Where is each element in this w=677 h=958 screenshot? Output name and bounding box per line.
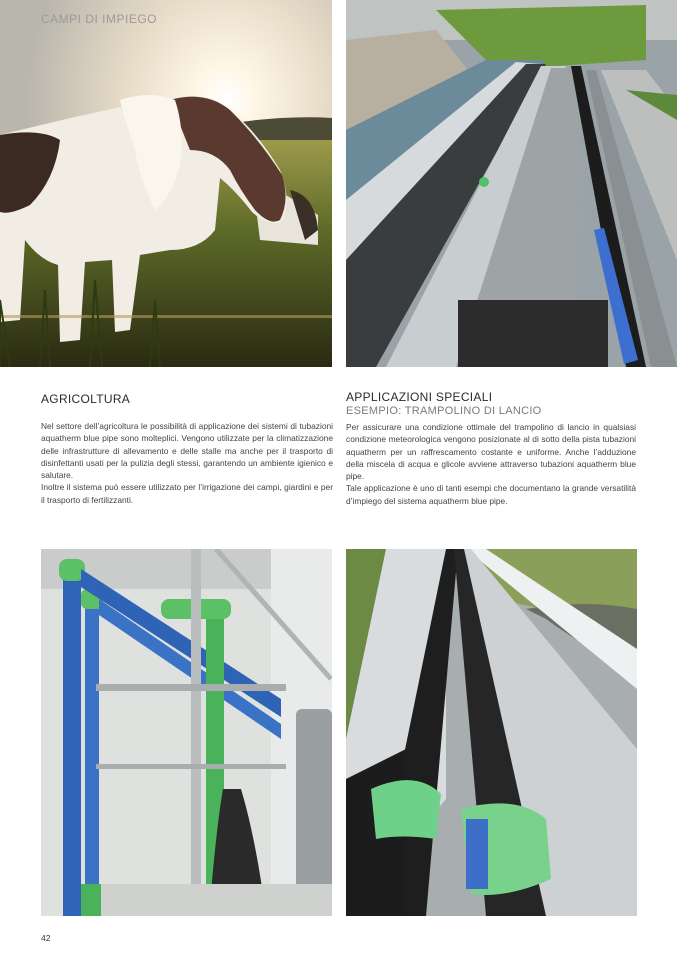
section-label: CAMPI DI IMPIEGO [41,12,158,26]
agricoltura-body [41,420,333,506]
page-number: 42 [41,933,51,943]
stable-pipes-photo [41,549,332,916]
applicazioni-paragraph: Per assicurare una condizione ottimale del trampolino di lancio in qualsiasi condizione meteorologica vengono posizionate al di sotto della pista tubazioni aquatherm per un raffrescamento costante e uniforme. Anche l’adduzione della miscela di acqua e glicole avviene attraverso tubazioni aquatherm blue pipe. [346,422,636,482]
agricoltura-paragraph: Nel settore dell’agricoltura le possibilità di applicazione dei sistemi di tubazioni aquatherm blue pipe sono molteplici. Vengono utilizzate per la climatizzazione delle infrastrutture di allevamento e delle stalle ma anche per il trasporto di disinfettanti usati per la pulizia degli stessi, garantendo un ambiente igienico e salutare. [41,421,333,481]
applicazioni-title: APPLICAZIONI SPECIALI [346,390,493,404]
ski-jump-bottom-photo [346,549,637,916]
applicazioni-paragraph: Tale applicazione è uno di tanti esempi che documentano la grande versatilità d’impiego del sistema aquatherm blue pipe. [346,483,636,506]
applicazioni-body [346,421,636,507]
ski-jump-top-photo [346,0,677,367]
agricoltura-paragraph: Inoltre il sistema può essere utilizzato per l’irrigazione dei campi, giardini e per il trasporto di fertilizzanti. [41,482,333,505]
horses-photo [0,0,332,367]
applicazioni-subtitle: ESEMPIO: TRAMPOLINO DI LANCIO [346,405,542,417]
agricoltura-title: AGRICOLTURA [41,392,131,406]
